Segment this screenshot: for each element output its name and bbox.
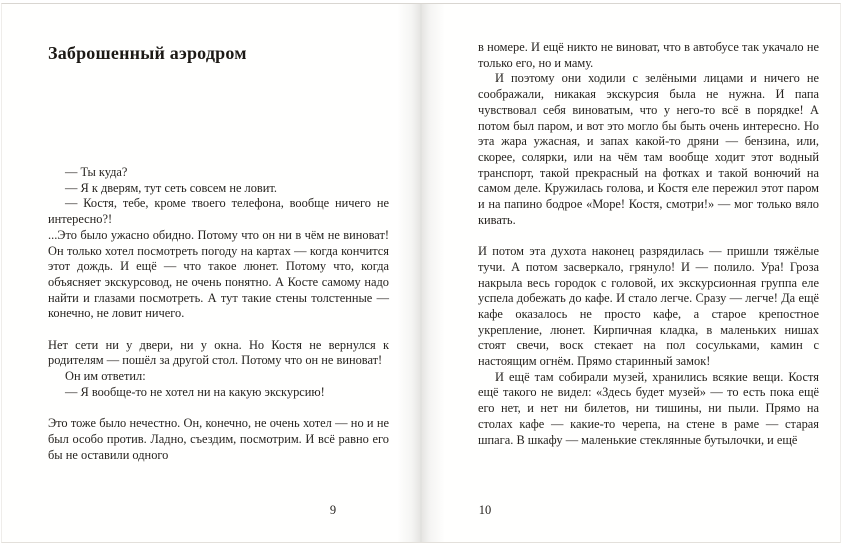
paragraph: Это тоже было нечестно. Он, конечно, не очень хотел — но и не был особо против. Ладно, съездим, посмотрим. И всё равно его бы не оставили одного <box>48 416 389 462</box>
chapter-title: Заброшенный аэродром <box>48 43 247 63</box>
paragraph: ...Это было ужасно обидно. Потому что он ни в чём не виноват! Он только хотел посмотреть погоду на картах — когда кончится этот дождь. И ещё — что такое люнет. Потому что, когда объясняет экскурсовод, не очень понятно. А Косте самому надо найти и глазами посмотреть. А тут такие стены толстенные — конечно, не ловит ничего. <box>48 227 389 321</box>
page-number-right: 10 <box>478 503 492 517</box>
paragraph: И поэтому они ходили с зелёными лицами и ничего не соображали, никакая экскурсия была не нужна. И папа чувствовал себя виноватым, что у него-то всё в порядке! А потом был паром, и вот это могло бы быть очень интересно. Но эта жара ужасная, и запах какой-то дряни — бензина, или, скорее, солярки, или на чём там вообще ходит этот водный транспорт, такой прекрасный на фотках и такой вонючий на самом деле. Кружилась голова, и Костя еле пережил этот паром и на папино бодрое «Море! Костя, смотри!» — мог только вяло кивать. <box>478 71 819 227</box>
paragraph: И потом эта духота наконец разрядилась — пришли тяжёлые тучи. А потом засверкало, грянуло! И — полило. Ура! Гроза накрыла весь городок с головой, их экскурсионная группа еле успела добежать до кафе. И стало легче. Сразу — легче! Да ещё кафе оказалось не просто кафе, а старое крепостное укрепление, люнет. Кирпичная кладка, в маленьких нишах стоят свечи, воск стекает на пол сосульками, камин с настоящим огнём. Прямо старинный замок! <box>478 244 819 369</box>
paragraph: — Я вообще-то не хотел ни на какую экскурсию! <box>65 384 325 399</box>
paragraph: И ещё там собирали музей, хранились всякие вещи. Костя ещё такого не видел: «Здесь будет музей» — то есть пока ещё его нет, и нет ни билетов, ни тишины, ни пыли. Прямо на столах кафе — какие-то черепа, на стене в раме — старая шпага. В шкафу — маленькие стеклянные бутылочки, и ещё <box>478 369 819 447</box>
paragraph: — Ты куда? <box>65 165 128 179</box>
page-number-left: 9 <box>329 503 337 517</box>
paragraph: — Костя, тебе, кроме твоего телефона, вообще ничего не интересно?! <box>48 196 389 227</box>
paragraph: — Я к дверям, тут сеть совсем не ловит. <box>65 180 277 195</box>
right-page-text <box>478 40 819 448</box>
left-page-text <box>48 165 389 463</box>
paragraph: Он им ответил: <box>65 369 146 384</box>
paragraph: Нет сети ни у двери, ни у окна. Но Костя не вернулся к родителям — пошёл за другой стол. Потому что он не виноват! <box>48 337 389 368</box>
paragraph: в номере. И ещё никто не виноват, что в автобусе так укачало не только его, но и маму. <box>478 40 819 70</box>
